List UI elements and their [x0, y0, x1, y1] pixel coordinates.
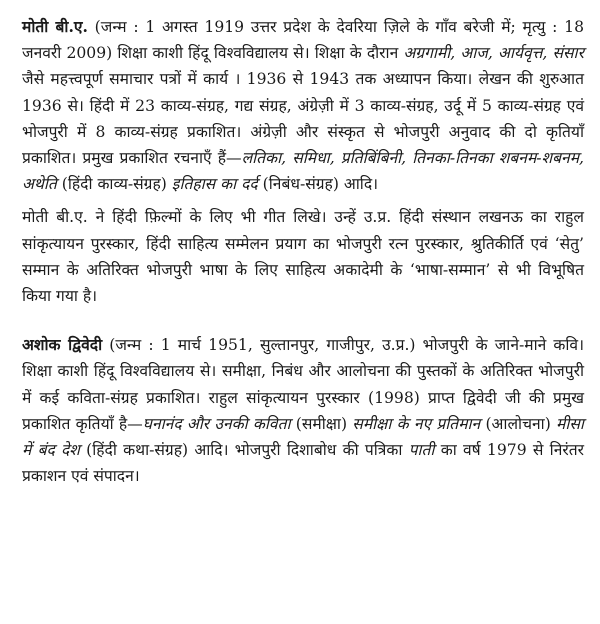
text-run: का वर्ष 1979 से निरंतर प्रकाशन एवं संपादन।: [22, 441, 584, 486]
italic-title-run: इतिहास का दर्द: [171, 175, 258, 194]
italic-title-run: घनानंद और उनकी कविता: [142, 414, 291, 433]
section-gap: [22, 309, 584, 332]
italic-title-run: लतिका, समिधा, प्रतिबिंबिनी, तिनका-तिनका शबनम-शबनम, अथेति: [22, 149, 584, 194]
text-run: (जन्म : 1 अगस्त 1919 उत्तर प्रदेश के देवरिया ज़िले के गाँव बरेजी में; मृत्यु : 18 जनवरी 2009) शिक्षा काशी हिंदू विश्वविद्यालय से। शिक्षा के दौरान: [22, 18, 584, 63]
paragraph-gap: [22, 197, 584, 204]
author-name-moti-ba: मोती बी.ए.: [22, 17, 88, 36]
italic-title-run: पाती: [408, 441, 435, 460]
document-page: [22, 14, 584, 489]
text-run: (हिंदी कथा-संग्रह) आदि। भोजपुरी दिशाबोध की पत्रिका: [79, 441, 409, 460]
bio-moti-ba-paragraph-2: मोती बी.ए. ने हिंदी फ़िल्मों के लिए भी गीत लिखे। उन्हें उ.प्र. हिंदी संस्थान लखनऊ का राहुल सांकृत्यायन पुरस्कार, हिंदी साहित्य सम्मेलन प्रयाग का भोजपुरी रत्न पुरस्कार, श्रुतिकीर्ति एवं ‘सेतु’ सम्मान के अतिरिक्त भोजपुरी भाषा के लिए साहित्य अकादेमी के ‘भाषा-सम्मान’ से भी विभूषित किया गया है।: [22, 208, 584, 306]
text-run: (हिंदी काव्य-संग्रह): [56, 175, 172, 194]
italic-title-run: मीसा में बंद देश: [22, 414, 584, 460]
text-run: (समीक्षा): [290, 414, 353, 433]
text-run: जैसे महत्त्वपूर्ण समाचार पत्रों में कार्य । 1936 से 1943 तक अध्यापन किया। लेखन की शुरुआत 1936 से। हिंदी में 23 काव्य-संग्रह, गद्य संग्रह, अंग्रेज़ी में 3 काव्य-संग्रह, उर्दू में 5 काव्य-संग्रह एवं भोजपुरी में 8 काव्य-संग्रह प्रकाशित। अंग्रेज़ी और संस्कृत से भोजपुरी अनुवाद की दो कृतियाँ प्रकाशित। प्रमुख प्रकाशित रचनाएँ हैं—: [22, 70, 584, 168]
italic-title-run: समीक्षा के नए प्रतिमान: [352, 414, 481, 433]
author-name-ashok-dwivedi: अशोक द्विवेदी: [22, 335, 103, 355]
text-run: (निबंध-संग्रह) आदि।: [257, 175, 379, 194]
bio-ashok-dwivedi-paragraph: [22, 332, 584, 489]
text-run: (आलोचना): [480, 414, 557, 433]
bio-moti-ba-paragraph-1: [22, 14, 584, 197]
text-run: (जन्म : 1 मार्च 1951, सुल्तानपुर, गाजीपुर, उ.प्र.) भोजपुरी के जाने-माने कवि। शिक्षा काशी हिंदू विश्वविद्यालय से। समीक्षा, निबंध और आलोचना की पुस्तकों के अतिरिक्त भोजपुरी में कई कविता-संग्रह प्रकाशित। राहुल सांकृत्यायन पुरस्कार (1998) प्राप्त द्विवेदी जी की प्रमुख प्रकाशित कृतियाँ है—: [22, 336, 584, 433]
italic-title-run: अग्रगामी, आज, आर्यवृत्त, संसार: [403, 44, 584, 63]
